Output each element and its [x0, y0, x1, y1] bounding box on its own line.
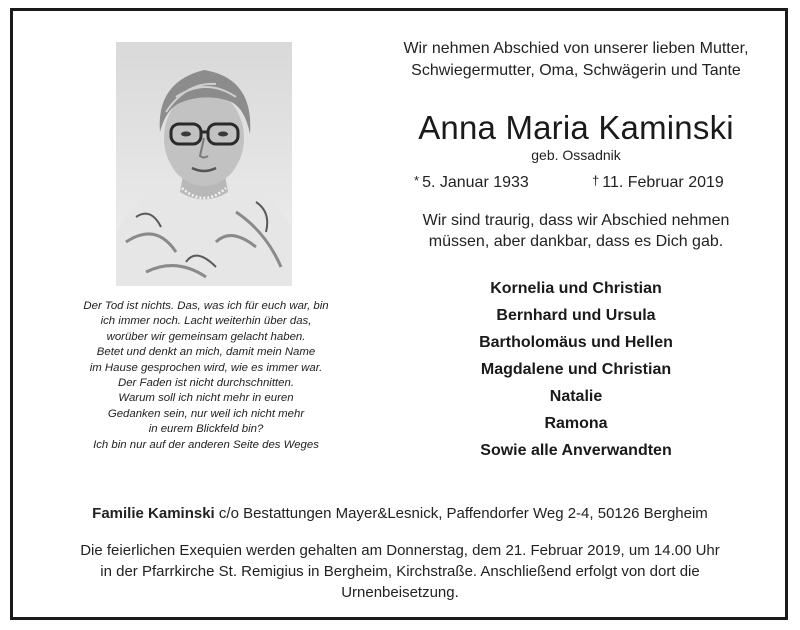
- funeral-notice: [30, 540, 770, 603]
- mourner-entry: Sowie alle Anverwandten: [480, 442, 672, 459]
- maiden-name: geb. Ossadnik: [531, 147, 621, 163]
- intro-line: Wir nehmen Abschied von unserer lieben Mutter,: [403, 40, 749, 57]
- mourning-quote: [378, 210, 774, 252]
- mourner-entry: Bartholomäus und Hellen: [479, 334, 673, 351]
- poem-line: Betet und denkt an mich, damit mein Name: [96, 346, 316, 359]
- mourners-list: [378, 275, 774, 464]
- mourner-entry: Magdalene und Christian: [480, 361, 672, 378]
- portrait-photo-icon: [116, 42, 292, 286]
- mourner-entry: Kornelia und Christian: [490, 280, 662, 297]
- deceased-name: Anna Maria Kaminski: [418, 109, 734, 146]
- contact-address: [0, 504, 800, 524]
- poem-line: Der Tod ist nichts. Das, was ich für euch war, bin: [83, 300, 329, 312]
- birth-date-block: [414, 170, 529, 194]
- birth-date: 5. Januar 1933: [422, 174, 529, 191]
- death-date: 11. Februar 2019: [602, 174, 724, 191]
- intro-text: [378, 38, 774, 82]
- poem-line: Der Faden ist nicht durchschnitten.: [117, 377, 294, 390]
- poem-line: im Hause gesprochen wird, wie es immer war.: [89, 361, 323, 374]
- birth-star-icon: *: [414, 173, 420, 188]
- quote-line: müssen, aber dankbar, dass es Dich gab.: [428, 233, 724, 250]
- family-name: Familie Kaminski: [92, 505, 215, 522]
- poem: [56, 299, 356, 453]
- mourner-entry: Bernhard und Ursula: [496, 307, 656, 324]
- portrait-photo: [116, 42, 292, 286]
- death-cross-icon: †: [592, 173, 600, 188]
- intro-line: Schwiegermutter, Oma, Schwägerin und Tante: [411, 62, 741, 79]
- poem-line: Ich bin nur auf der anderen Seite des Weges: [93, 438, 319, 451]
- poem-line: Warum soll ich nicht mehr in euren: [118, 392, 294, 405]
- mourner-entry: Ramona: [544, 415, 608, 432]
- poem-line: Gedanken sein, nur weil ich nicht mehr: [107, 407, 305, 420]
- funeral-line: Urnenbeisetzung.: [341, 584, 459, 601]
- death-date-block: [592, 170, 724, 194]
- address-text: c/o Bestattungen Mayer&Lesnick, Paffendorfer Weg 2-4, 50126 Bergheim: [214, 505, 708, 522]
- funeral-line: Die feierlichen Exequien werden gehalten am Donnerstag, dem 21. Februar 2019, um 14.00 Uhr: [80, 542, 720, 559]
- poem-line: worüber wir gemeinsam gelacht haben.: [106, 330, 306, 343]
- poem-line: in eurem Blickfeld bin?: [148, 423, 264, 436]
- poem-line: ich immer noch. Lacht weiterhin über das,: [100, 315, 312, 328]
- mourner-entry: Natalie: [549, 388, 603, 405]
- life-dates: [378, 170, 774, 192]
- quote-line: Wir sind traurig, dass wir Abschied nehmen: [422, 212, 730, 229]
- funeral-line: in der Pfarrkirche St. Remigius in Bergheim, Kirchstraße. Anschließend erfolgt von dort die: [100, 563, 700, 580]
